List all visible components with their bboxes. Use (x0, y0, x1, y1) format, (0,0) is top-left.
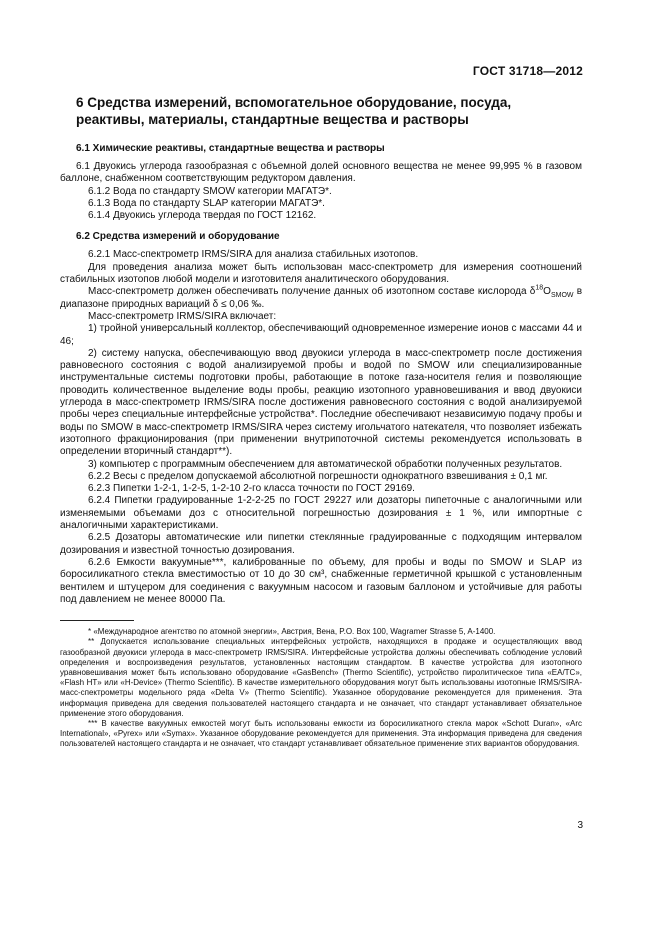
paragraph-analysis-note: Для проведения анализа может быть использован масс-спектрометр для измерения соотношений стабильных изотопов любой модели и изготовителя аналитического оборудования. (60, 261, 582, 286)
paragraph-6-2-3: 6.2.3 Пипетки 1-2-1, 1-2-5, 1-2-10 2-го класса точности по ГОСТ 29169. (88, 483, 415, 495)
paragraph-6-2-2: 6.2.2 Весы с пределом допускаемой абсолютной погрешности однократного взвешивания ± 0,1 мг. (88, 470, 548, 482)
oxygen-symbol: O (543, 286, 551, 298)
section-title-line-1: 6 Средства измерений, вспомогательное оборудование, посуда, (76, 95, 512, 110)
subsection-title-6-1: 6.1 Химические реактивы, стандартные вещества и растворы (76, 143, 385, 154)
paragraph-item-1: 1) тройной универсальный коллектор, обеспечивающий одновременное измерение ионов с массами 44 и 46; (60, 323, 582, 347)
section-title-line-2: реактивы, материалы, стандартные вещества и растворы (76, 112, 469, 127)
oxygen-text-a: Масс-спектрометр должен обеспечивать получение данных об изотопном составе кислорода δ (88, 286, 536, 298)
paragraph-6-2-4: 6.2.4 Пипетки градуированные 1-2-2-25 по ГОСТ 29227 или дозаторы пипеточные с аналогичными или изменяемыми объемами доз с относительной погрешностью дозирования ± 1 %, или импортные с аналогичными характеристиками. (60, 495, 582, 532)
footnotes (60, 627, 582, 749)
oxygen-subscript: SMOW (550, 292, 574, 300)
page-content (60, 94, 582, 750)
footnote-1: * «Международное агентство по атомной энергии», Австрия, Вена, P.O. Box 100, Wagramer Strasse 5, A-1400. (88, 627, 496, 637)
paragraph-6-2-6: 6.2.6 Емкости вакуумные***, калиброванные по объему, для пробы и воды по SMOW и SLAP из боросиликатного стекла вместимостью от 10 до 30 см³, снабженные герметичной крышкой с установленным вентилем и штуцером для соединения с вакуумным насосом и газовым баллоном и устойчивые для работы под давлением не менее 80000 Па. (60, 556, 582, 605)
footnote-3: *** В качестве вакуумных емкостей могут быть использованы емкости из боросиликатного стекла марок «Schott Duran», «Arc International», «Pyrex» или «Symax». Указанное оборудование рекомендуется для применения. Эта информация приведена для сведения пользователей настоящего стандарта и не означает, что стандарт устанавливает обязательное применение этих вариантов оборудования. (60, 718, 582, 749)
paragraph-6-2-1: 6.2.1 Масс-спектрометр IRMS/SIRA для анализа стабильных изотопов. (88, 249, 419, 261)
paragraph-6-1-4: 6.1.4 Двуокись углерода твердая по ГОСТ 12162. (88, 210, 317, 222)
oxygen-superscript: 18 (535, 285, 544, 293)
page-number: 3 (577, 820, 583, 831)
paragraph-item-2: 2) систему напуска, обеспечивающую ввод двуокиси углерода в масс-спектрометр после достижения равновесного состояния с водой анализируемой пробы и водой по SMOW или специализированные инструментальные системы подготовки пробы, работающие в потоке газа-носителя гелия и позволяющие проводить количественное выделение воды пробы, реакцию изотопного уравновешивания и ввод двуокиси углерода в масс-спектрометр IRMS/SIRA после достижения равновесного состояния с водой анализируемой пробы через специальные интерфейсные устройства*. Последние обеспечивают независимую подачу пробы и воды по SMOW в масс-спектрометр IRMS/SIRA через систему игольчатого натекателя, что позволяет избежать изотопного фракционирования (при применении внутрипоточной системы рекомендуется использовать в определении вторичный стандарт**). (60, 347, 582, 458)
footnote-2: ** Допускается использование специальных интерфейсных устройств, находящихся в продаже и осуществляющих ввод газообразной двуокиси углерода в масс-спектрометр IRMS/SIRA. Интерфейсные устройства должны обеспечивать соблюдение условий определения и воспроизведения результатов, установленных настоящим стандартом. В качестве устройства для изотопного уравновешивания может быть использовано оборудование «GasBench» (Thermo Scientific), устройство пиролитическое типа «EA/TC», «Flash HT» или «H-Device» (Thermo Scientific). В качестве измерительного оборудования могут быть использованы изотопные IRMS/SIRA-масс-спектрометры модельного ряда «Delta V» (Thermo Scientific). Указанное оборудование рекомендуется для применения. Эта информация приведена для сведения пользователей настоящего стандарта и не означает, что стандарт устанавливает обязательное применение этого оборудования. (60, 637, 582, 718)
oxygen-text-b: в диапазоне природных вариаций δ ≤ 0,06 ‰. (60, 286, 583, 310)
paragraph-6-1-3: 6.1.3 Вода по стандарту SLAP категории МАГАТЭ*. (88, 197, 325, 209)
standard-header: ГОСТ 31718—2012 (472, 64, 583, 78)
paragraph-6-2-5: 6.2.5 Дозаторы автоматические или пипетки стеклянные градуированные с подходящим интервалом дозирования и известной точностью дозирования. (60, 532, 582, 556)
paragraph-6-1: 6.1 Двуокись углерода газообразная с объемной долей основного вещества не менее 99,995 % в газовом баллоне, снабженном соответствующим редуктором давления. (60, 161, 582, 185)
paragraph-includes: Масс-спектрометр IRMS/SIRA включает: (88, 310, 277, 322)
footnote-divider (60, 620, 134, 621)
paragraph-oxygen-isotope (60, 286, 582, 311)
paragraph-6-1-2: 6.1.2 Вода по стандарту SMOW категории МАГАТЭ*. (88, 185, 332, 197)
subsection-title-6-2: 6.2 Средства измерений и оборудование (76, 231, 280, 243)
paragraph-item-3: 3) компьютер с программным обеспечением для автоматической обработки полученных результатов. (88, 458, 563, 470)
section-title (60, 94, 582, 128)
